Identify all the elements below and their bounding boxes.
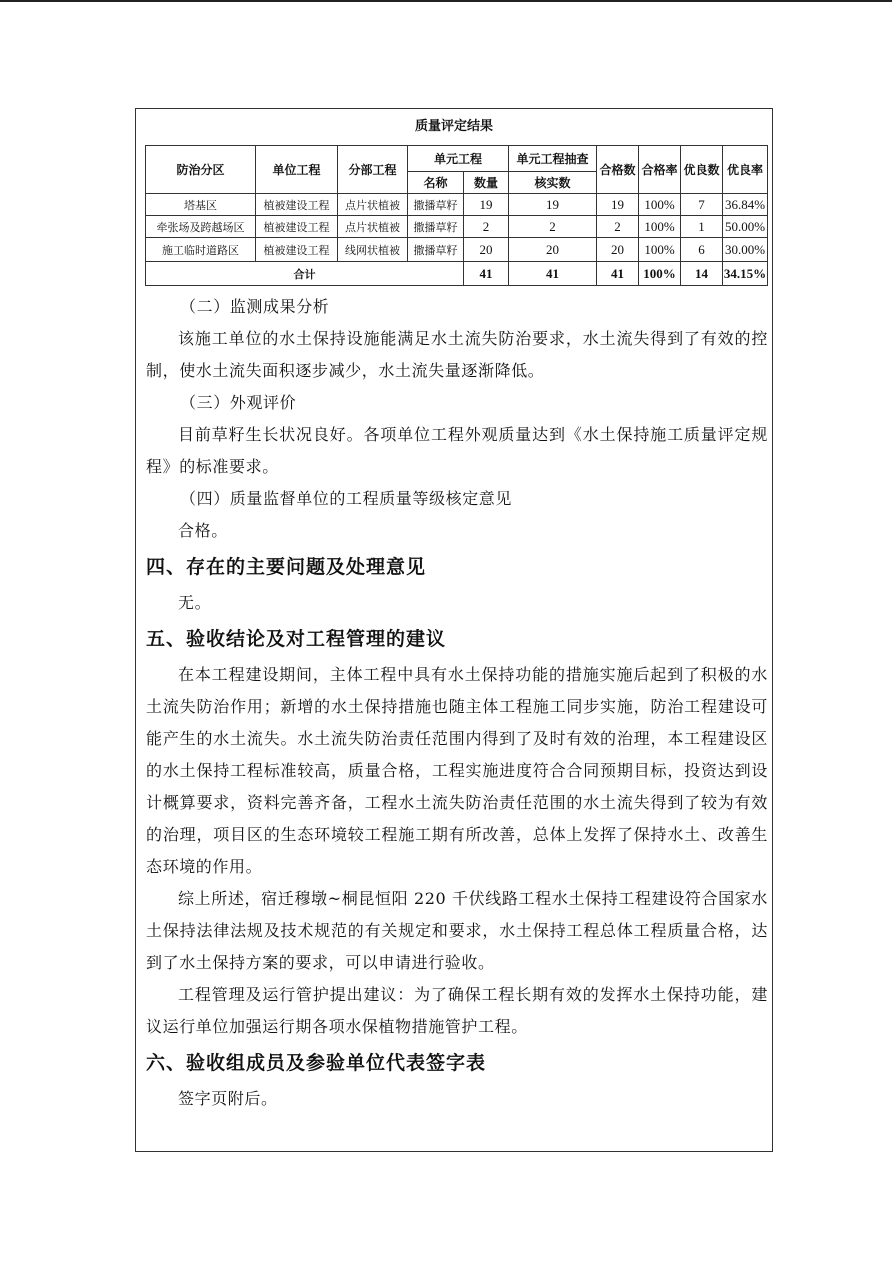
page-top-rule	[0, 0, 892, 2]
table-total-row	[146, 262, 768, 286]
header-zone: 防治分区	[146, 146, 256, 194]
table-row	[146, 216, 768, 238]
cell-qualified-rate: 100%	[639, 238, 681, 262]
cell-unit-project: 植被建设工程	[256, 216, 338, 238]
cell-qualified: 2	[597, 216, 639, 238]
heading-conclusion: 五、验收结论及对工程管理的建议	[146, 628, 447, 650]
header-element-name: 名称	[408, 172, 464, 194]
cell-qualified: 19	[597, 194, 639, 216]
header-element-count: 数量	[464, 172, 509, 194]
header-element-project: 单元工程	[408, 146, 509, 172]
cell-zone: 塔基区	[146, 194, 256, 216]
cell-element-name: 撒播草籽	[408, 238, 464, 262]
header-sample-check: 单元工程抽查	[509, 146, 597, 172]
header-excellent-rate: 优良率	[723, 146, 768, 194]
cell-checked: 19	[509, 194, 597, 216]
header-sub-project: 分部工程	[338, 146, 408, 194]
conclusion-paragraph-2: 综上所述，宿迁穆墩~桐昆恒阳 220 千伏线路工程水土保持工程建设符合国家水土保持法律法规及技术规范的有关规定和要求，水土保持工程总体工程质量合格，达到了水土保持方案的要求，可以申请进行验收。	[146, 889, 768, 972]
problems-text: 无。	[178, 593, 212, 612]
heading-problems: 四、存在的主要问题及处理意见	[146, 556, 427, 578]
cell-unit-project: 植被建设工程	[256, 194, 338, 216]
header-qualified-rate: 合格率	[639, 146, 681, 194]
cell-total-count: 41	[464, 262, 509, 286]
cell-total-excellent-rate: 34.15%	[723, 262, 768, 286]
cell-excellent: 6	[681, 238, 723, 262]
section-supervision-title: （四）质量监督单位的工程质量等级核定意见	[180, 489, 513, 508]
quality-assessment-table	[145, 145, 768, 286]
section-appearance-title: （三）外观评价	[180, 393, 297, 412]
cell-qualified-rate: 100%	[639, 194, 681, 216]
cell-element-name: 撒播草籽	[408, 194, 464, 216]
header-excellent-count: 优良数	[681, 146, 723, 194]
cell-zone: 施工临时道路区	[146, 238, 256, 262]
table-row	[146, 194, 768, 216]
cell-total-excellent: 14	[681, 262, 723, 286]
section-appearance-text: 目前草籽生长状况良好。各项单位工程外观质量达到《水土保持施工质量评定规程》的标准要求。	[146, 425, 768, 476]
cell-excellent-rate: 30.00%	[723, 238, 768, 262]
document-body	[146, 291, 768, 1115]
cell-sub-project: 点片状植被	[338, 194, 408, 216]
table-row	[146, 238, 768, 262]
conclusion-paragraph-1: 在本工程建设期间，主体工程中具有水土保持功能的措施实施后起到了积极的水土流失防治作用；新增的水土保持措施也随主体工程施工同步实施，防治工程建设可能产生的水土流失。水土流失防治责任范围内得到了及时有效的治理，本工程建设区的水土保持工程标准较高，质量合格，工程实施进度符合合同预期目标，投资达到设计概算要求，资料完善齐备，工程水土流失防治责任范围的水土流失得到了较为有效的治理，项目区的生态环境较工程施工期有所改善，总体上发挥了保持水土、改善生态环境的作用。	[146, 665, 768, 876]
cell-zone: 牵张场及跨越场区	[146, 216, 256, 238]
section-supervision-text: 合格。	[178, 521, 228, 540]
heading-signatures: 六、验收组成员及参验单位代表签字表	[146, 1052, 487, 1074]
cell-count: 2	[464, 216, 509, 238]
cell-excellent: 7	[681, 194, 723, 216]
cell-total-checked: 41	[509, 262, 597, 286]
cell-count: 20	[464, 238, 509, 262]
cell-sub-project: 点片状植被	[338, 216, 408, 238]
section-monitoring-text: 该施工单位的水土保持设施能满足水土流失防治要求，水土流失得到了有效的控制，使水土流失面积逐步减少，水土流失量逐渐降低。	[146, 329, 768, 380]
header-qualified-count: 合格数	[597, 146, 639, 194]
cell-unit-project: 植被建设工程	[256, 238, 338, 262]
header-sample-check-2: 核实数	[509, 172, 597, 194]
cell-excellent-rate: 50.00%	[723, 216, 768, 238]
cell-checked: 2	[509, 216, 597, 238]
section-monitoring-title: （二）监测成果分析	[180, 297, 330, 316]
cell-qualified: 20	[597, 238, 639, 262]
cell-element-name: 撒播草籽	[408, 216, 464, 238]
cell-checked: 20	[509, 238, 597, 262]
cell-total-label: 合计	[146, 262, 464, 286]
cell-total-qualified-rate: 100%	[639, 262, 681, 286]
header-unit-project: 单位工程	[256, 146, 338, 194]
cell-sub-project: 线网状植被	[338, 238, 408, 262]
conclusion-paragraph-3: 工程管理及运行管护提出建议：为了确保工程长期有效的发挥水土保持功能，建议运行单位加强运行期各项水保植物措施管护工程。	[146, 985, 768, 1036]
cell-count: 19	[464, 194, 509, 216]
cell-excellent-rate: 36.84%	[723, 194, 768, 216]
cell-excellent: 1	[681, 216, 723, 238]
cell-total-qualified: 41	[597, 262, 639, 286]
document-frame	[135, 108, 773, 1152]
cell-qualified-rate: 100%	[639, 216, 681, 238]
table-title: 质量评定结果	[414, 119, 493, 134]
signatures-text: 签字页附后。	[178, 1089, 278, 1108]
